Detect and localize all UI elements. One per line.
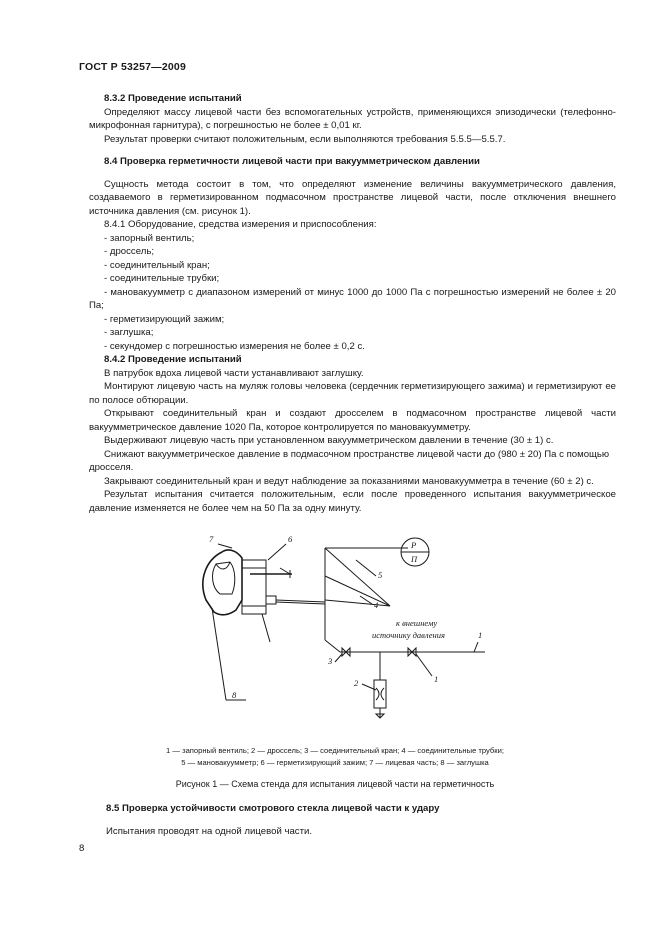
page-number: 8 xyxy=(79,843,85,854)
paragraph: Закрывают соединительный кран и ведут наблюдение за показаниями мановакуумметра в течение (60 ± 2) с. xyxy=(104,475,594,487)
list-item: - мановакуумметр с диапазоном измерений от минус 1000 до 1000 Па с погрешностью измерений не более ± 20 Па; xyxy=(89,286,616,311)
label-1-source: 1 xyxy=(478,630,483,640)
paragraph: Монтируют лицевую часть на муляж головы человека (сердечник герметизирующего зажима) и герметизируют ее по полосе обтюрации. xyxy=(89,381,616,406)
paragraph: В патрубок вдоха лицевой части устанавливают заглушку. xyxy=(104,367,364,379)
list-item: - запорный вентиль; xyxy=(104,232,195,244)
list-item: - соединительные трубки; xyxy=(104,273,220,284)
list-item: - секундомер с погрешностью измерения не более ± 0,2 с. xyxy=(104,340,365,352)
section-heading-8-4-2: 8.4.2 Проведение испытаний xyxy=(104,354,242,365)
paragraph: Результат проверки считают положительным, если выполняются требования 5.5.5—5.5.7. xyxy=(104,133,506,145)
paragraph: Определяют массу лицевой части без вспомогательных устройств, применяющихся эпизодически (телефонно-микрофонная гарнитура), с погрешностью не более ± 0,01 кг. xyxy=(89,106,616,131)
equipment-intro: 8.4.1 Оборудование, средства измерения и приспособления: xyxy=(104,219,377,230)
gauge-label-pi: П xyxy=(411,554,418,564)
label-4: 4 xyxy=(374,600,379,610)
list-item: - дроссель; xyxy=(104,246,155,257)
paragraph: Открывают соединительный кран и создают дросселем в подмасочном пространстве лицевой части вакуумметрическое давление 1020 Па, которое контролируется по мановакуумметру. xyxy=(89,408,616,433)
gauge-label-p: P xyxy=(411,540,417,550)
standard-header: ГОСТ Р 53257—2009 xyxy=(79,61,187,73)
list-item: - соединительный кран; xyxy=(104,259,210,271)
label-7: 7 xyxy=(209,534,214,544)
paragraph: Испытания проводят на одной лицевой части. xyxy=(106,826,313,837)
section-heading-8-3-2: 8.3.2 Проведение испытаний xyxy=(104,93,242,104)
figure-legend xyxy=(100,745,570,769)
paragraph: Сущность метода состоит в том, что определяют изменение величины вакуумметрического давления, создаваемого в герметизированном подмасочном пространстве лицевой части, после отключения внешнего источника давления (см. рисунок 1). xyxy=(89,178,616,217)
label-3: 3 xyxy=(328,656,333,666)
paragraph: Результат испытания считается положительным, если после проведенного испытания вакуумметрическое давление изменяется не более чем на 50 Па за одну минуту. xyxy=(89,489,616,514)
source-label-line1: к внешнему xyxy=(396,618,438,628)
visor-shape xyxy=(213,562,235,594)
label-2: 2 xyxy=(354,678,359,688)
test-stand-diagram xyxy=(190,530,500,740)
list-item: - заглушка; xyxy=(104,327,154,338)
paragraph: Снижают вакуумметрическое давление в подмасочном пространстве лицевой части до (980 ± 20) Па с помощью дросселя. xyxy=(89,448,610,473)
paragraph: Выдерживают лицевую часть при установленном вакуумметрическом давлении в течение (30 ± 1) с. xyxy=(104,435,554,446)
section-heading-8-4: 8.4 Проверка герметичности лицевой части при вакуумметрическом давлении xyxy=(104,156,480,167)
legend-line-1: 1 — запорный вентиль; 2 — дроссель; 3 — соединительный кран; 4 — соединительные трубки; xyxy=(166,746,504,755)
figure-caption: Рисунок 1 — Схема стенда для испытания лицевой части на герметичность xyxy=(175,779,495,789)
list-item: - герметизирующий зажим; xyxy=(104,313,225,325)
label-8: 8 xyxy=(232,690,237,700)
section-heading-8-5: 8.5 Проверка устойчивости смотрового стекла лицевой части к удару xyxy=(106,803,440,814)
source-label-line2: источнику давления xyxy=(372,630,445,640)
document-body xyxy=(89,92,616,515)
label-1: 1 xyxy=(434,674,439,684)
face-mask-shape xyxy=(203,550,242,615)
legend-line-2: 5 — мановакуумметр; 6 — герметизирующий зажим; 7 — лицевая часть; 8 — заглушка xyxy=(181,758,489,767)
throttle-shape xyxy=(374,680,386,708)
label-5: 5 xyxy=(378,570,383,580)
label-6: 6 xyxy=(288,534,293,544)
